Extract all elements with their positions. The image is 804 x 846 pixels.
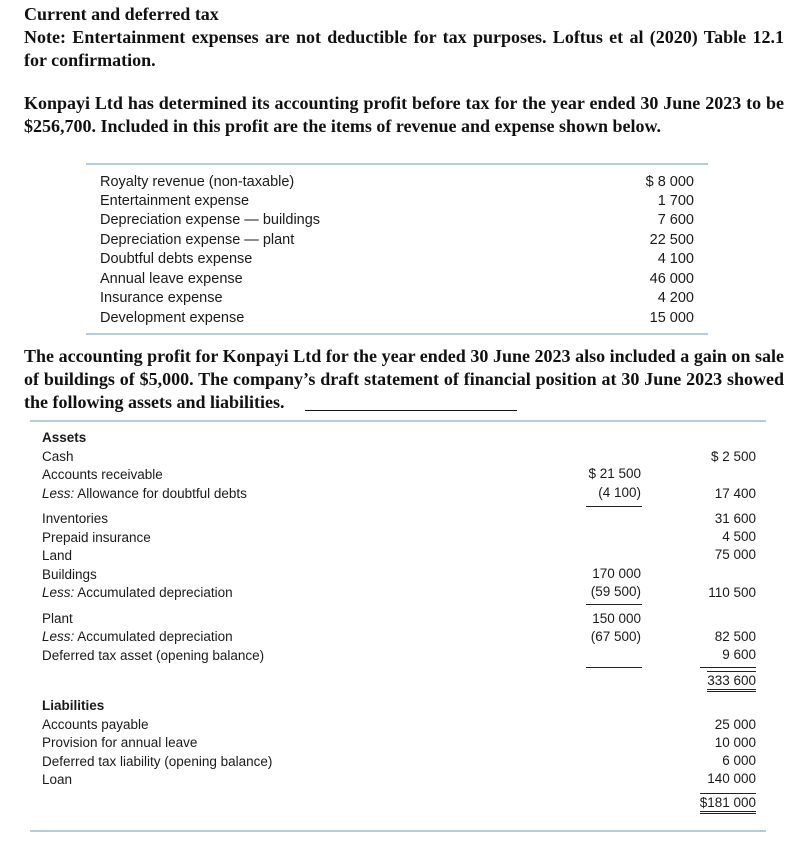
loan-total: 140 000 (707, 771, 756, 786)
buildings-dep-label (42, 585, 233, 600)
note-text: Note: Entertainment expenses are not deductible for tax purposes. Loftus et al (2020) Table 12.1 for confirmation. (24, 27, 784, 70)
receivables-net: 17 400 (714, 486, 756, 501)
payables-label: Accounts payable (42, 717, 149, 732)
cash-total: $ 2 500 (710, 449, 756, 464)
second-paragraph-text: The accounting profit for Konpayi Ltd for the year ended 30 June 2023 also included a gain on sale of buildings of $5,000. The company’s draft statement of financial position at 30 June 2023 showed the following assets and liabilities. (24, 346, 784, 412)
subtotal-rule (586, 506, 642, 507)
item-amount: 46 000 (649, 271, 694, 287)
allowance-label (42, 486, 247, 501)
balance-sheet-bottom-rule (30, 830, 766, 832)
balance-sheet-top-rule (30, 420, 766, 422)
inventories-label: Inventories (42, 511, 109, 526)
receivables-gross: $ 21 500 (588, 466, 641, 481)
item-amount: 22 500 (649, 232, 694, 248)
plant-net: 82 500 (714, 629, 756, 644)
items-table-top-rule (86, 163, 708, 165)
items-table-bottom-rule (86, 333, 708, 335)
dta-label: Deferred tax asset (opening balance) (42, 648, 265, 663)
intro-paragraph: Konpayi Ltd has determined its accounting profit before tax for the year ended 30 June 2023 to be $256,700. Included in this profit are the items of revenue and expense shown below. (24, 93, 784, 136)
item-label: Depreciation expense — buildings (100, 212, 321, 228)
land-label: Land (42, 548, 73, 563)
subtotal-rule (586, 604, 642, 605)
assets-total: 333 600 (707, 671, 756, 692)
less-prefix: Less: (42, 629, 75, 644)
buildings-net: 110 500 (708, 585, 756, 600)
item-amount: 4 100 (657, 251, 694, 267)
liabilities-total: $181 000 (700, 793, 756, 814)
buildings-label: Buildings (42, 567, 97, 582)
subtotal-rule (586, 667, 642, 668)
buildings-dep-deduction: (59 500) (590, 584, 641, 599)
prepaid-label: Prepaid insurance (42, 530, 151, 545)
item-label: Entertainment expense (100, 193, 250, 209)
loan-label: Loan (42, 772, 73, 787)
liabilities-heading: Liabilities (42, 698, 105, 713)
less-prefix: Less: (42, 585, 75, 600)
item-label: Royalty revenue (non-taxable) (100, 174, 295, 190)
assets-total-rule (700, 667, 756, 668)
payables-total: 25 000 (714, 717, 756, 732)
second-paragraph (24, 345, 784, 414)
plant-gross: 150 000 (592, 611, 641, 626)
item-amount: 4 200 (657, 290, 694, 306)
item-label: Development expense (100, 310, 245, 326)
plant-dep-deduction: (67 500) (590, 629, 641, 644)
item-amount: $ 8 000 (645, 174, 694, 190)
item-label: Depreciation expense — plant (100, 232, 295, 248)
dta-total: 9 600 (722, 647, 756, 662)
allowance-text: Allowance for doubtful debts (74, 486, 247, 501)
prepaid-total: 4 500 (722, 529, 756, 544)
item-amount: 7 600 (657, 212, 694, 228)
item-label: Insurance expense (100, 290, 223, 306)
item-label: Annual leave expense (100, 271, 243, 287)
cash-label: Cash (42, 449, 74, 464)
receivables-label: Accounts receivable (42, 467, 163, 482)
page-title: Current and deferred tax (24, 4, 219, 24)
underline-mark (305, 410, 517, 411)
annual-leave-total: 10 000 (714, 735, 756, 750)
plant-dep-label (42, 629, 233, 644)
annual-leave-label: Provision for annual leave (42, 735, 198, 750)
inventories-total: 31 600 (714, 511, 756, 526)
less-prefix: Less: (42, 486, 75, 501)
dtl-label: Deferred tax liability (opening balance) (42, 754, 273, 769)
allowance-deduction: (4 100) (598, 485, 641, 500)
plant-dep-text: Accumulated depreciation (74, 629, 233, 644)
item-amount: 15 000 (649, 310, 694, 326)
buildings-gross: 170 000 (592, 566, 641, 581)
buildings-dep-text: Accumulated depreciation (74, 585, 233, 600)
land-total: 75 000 (714, 547, 756, 562)
plant-label: Plant (42, 611, 73, 626)
dtl-total: 6 000 (722, 753, 756, 768)
item-label: Doubtful debts expense (100, 251, 253, 267)
assets-heading: Assets (42, 430, 87, 445)
item-amount: 1 700 (657, 193, 694, 209)
